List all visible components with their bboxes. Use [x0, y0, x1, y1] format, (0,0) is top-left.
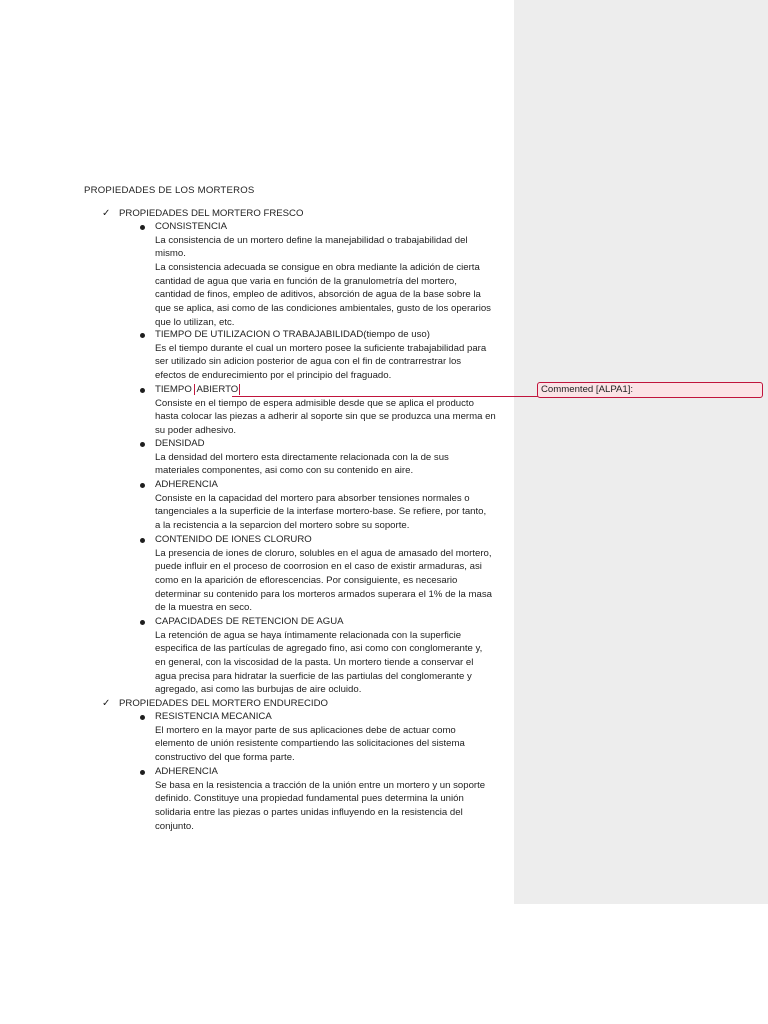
item-text-line: conjunto. — [155, 820, 194, 832]
item-text-line: Se basa en la resistencia a tracción de la unión entre un mortero y un soporte — [155, 779, 486, 791]
list-item — [155, 710, 507, 765]
item-title: ADHERENCIA — [155, 766, 218, 777]
section-heading-endurecido: PROPIEDADES DEL MORTERO ENDURECIDO — [119, 698, 328, 709]
list-item — [155, 765, 507, 833]
item-text-line: constructivo del que forma parte. — [155, 752, 295, 764]
comment-label: Commented [ALPA1]: — [541, 384, 634, 395]
bullet-icon — [140, 538, 145, 543]
item-text-line: La presencia de iones de cloruro, solubles en el agua de amasado del mortero, — [155, 547, 492, 559]
document-title: PROPIEDADES DE LOS MORTEROS — [84, 185, 255, 196]
bullet-icon — [140, 620, 145, 625]
item-text-line: Consiste en el tiempo de espera admisible desde que se aplica el producto — [155, 397, 474, 409]
item-text-line: tangenciales a la superficie de la interfase mortero-base. Se refiere, por tanto, — [155, 506, 487, 518]
item-text-line: agregado, asi como las burbujas de aire ocluido. — [155, 684, 362, 696]
item-text-line: La consistencia adecuada se consigue en obra mediante la adición de cierta — [155, 262, 480, 274]
checkmark-icon: ✓ — [102, 208, 111, 219]
bullet-icon — [140, 442, 145, 447]
list-item — [155, 533, 507, 615]
item-title — [155, 383, 507, 397]
bullet-icon — [140, 225, 145, 230]
comment-bubble[interactable] — [537, 382, 763, 398]
item-text-line: ser utilizado sin adicion posterior de agua con el fin de contrarrestrar los — [155, 356, 462, 368]
item-title: CAPACIDADES DE RETENCION DE AGUA — [155, 616, 344, 627]
item-text-line: mismo. — [155, 248, 186, 260]
item-text-line: La consistencia de un mortero define la manejabilidad o trabajabilidad del — [155, 234, 468, 246]
item-title-prefix: TIEMPO — [155, 384, 195, 395]
item-text-line: cantidad de finos, empleo de aditivos, absorción de agua de la base sobre la — [155, 289, 481, 301]
item-text-line: materiales componentes, asi como con su contenido en aire. — [155, 465, 414, 477]
item-text-line: como en la aparición de eflorescencias. Por consiguiente, es necesario — [155, 575, 458, 587]
item-text-line: solidaria entre las piezas o partes unidas influyendo en la resistencia del — [155, 807, 463, 819]
list-item — [155, 328, 507, 383]
item-text-line: agua precisa para hidratar la suerficie de las partiulas del conglomerante y — [155, 670, 472, 682]
bullet-icon — [140, 770, 145, 775]
item-text-line: Consiste en la capacidad del mortero para absorber tensiones normales o — [155, 492, 470, 504]
commented-text[interactable]: ABIERTO — [196, 384, 239, 395]
section-heading-fresco: PROPIEDADES DEL MORTERO FRESCO — [119, 208, 304, 219]
item-text-line: puede influir en el proceso de coorrosion en el caso de existir armaduras, asi — [155, 561, 482, 573]
list-item — [155, 615, 507, 697]
item-text-line: La retención de agua se haya íntimamente relacionada con la superficie — [155, 629, 462, 641]
bullet-icon — [140, 483, 145, 488]
list-item — [155, 437, 507, 478]
item-text-line: de la muestra en seco. — [155, 602, 253, 614]
item-text-line: definido. Constituye una propiedad fundamental pues determina la unión — [155, 793, 464, 805]
item-text-line: Es el tiempo durante el cual un mortero posee la suficiente trabajabilidad para — [155, 342, 487, 354]
item-text-line: especifica de las partículas de agregado fino, asi como con conglomerante y, — [155, 643, 483, 655]
comment-connector-line — [232, 396, 538, 397]
item-text-line: su poder adhesivo. — [155, 425, 237, 437]
item-text-line: El mortero en la mayor parte de sus aplicaciones debe de actuar como — [155, 724, 456, 736]
item-text-line: La densidad del mortero esta directamente relacionada con la de sus — [155, 451, 449, 463]
item-text-line: elemento de unión resistente compartiendo las solicitaciones del sistema — [155, 738, 465, 750]
item-text-line: a la recistencia a la separcion del mortero sobre su soporte. — [155, 520, 410, 532]
item-text-line: que se aplica, asi como de las condiciones ambientales, gusto de los operarios — [155, 303, 491, 315]
item-text-line: efectos de endurecimiento por el principio del fraguado. — [155, 370, 392, 382]
bullet-icon — [140, 388, 145, 393]
bullet-icon — [140, 333, 145, 338]
item-title: DENSIDAD — [155, 438, 205, 449]
list-item — [155, 220, 507, 330]
item-text-line: que lo utilizan, etc. — [155, 316, 235, 328]
item-title: RESISTENCIA MECANICA — [155, 711, 272, 722]
list-item — [155, 383, 507, 438]
item-text-line: determinar su contenido para los morteros armados superara el 1% de la masa — [155, 588, 493, 600]
item-title: CONSISTENCIA — [155, 221, 227, 232]
item-text-line: hasta colocar las piezas a adherir al soporte sin que se produzca una merma en — [155, 411, 496, 423]
item-text-line: en general, con la viscosidad de la pasta. Un mortero tiende a conservar el — [155, 657, 474, 669]
comment-pane — [514, 0, 768, 904]
checkmark-icon: ✓ — [102, 698, 111, 709]
bullet-icon — [140, 715, 145, 720]
item-text-line: cantidad de agua que varia en función de la granulometría del mortero, — [155, 275, 457, 287]
list-item — [155, 478, 507, 533]
item-title: CONTENIDO DE IONES CLORURO — [155, 534, 312, 545]
item-title: TIEMPO DE UTILIZACION O TRABAJABILIDAD(tiempo de uso) — [155, 329, 430, 340]
item-title: ADHERENCIA — [155, 479, 218, 490]
